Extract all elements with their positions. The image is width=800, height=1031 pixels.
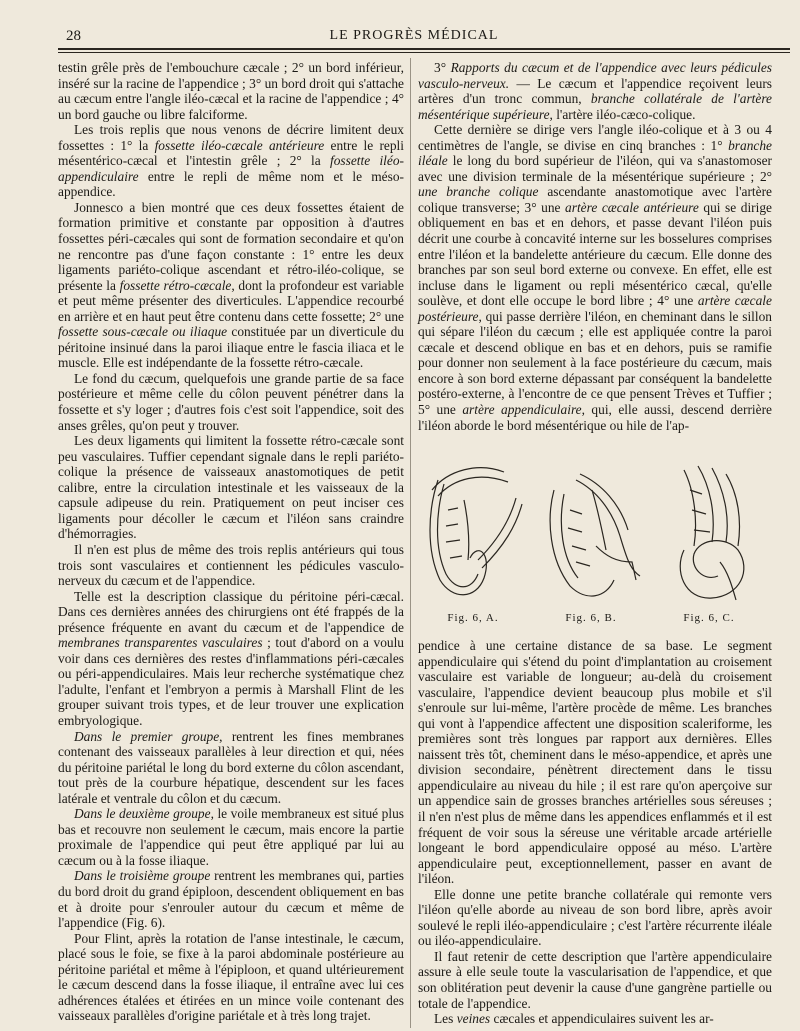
paragraph xyxy=(418,638,772,887)
figure-6a-illustration xyxy=(418,450,528,610)
paragraph xyxy=(418,949,772,1011)
right-column-top xyxy=(418,60,772,433)
paragraph xyxy=(418,1011,772,1027)
column-divider xyxy=(410,58,411,1028)
italic-text: Rapports du cæcum et de l'appendice avec leurs pédicules vasculo-nerveux. xyxy=(418,60,773,91)
text-run: , qui, elle aussi, descend derrière l'iléon aborde le bord mésentérique ou hile de l'ap- xyxy=(418,402,772,433)
header-rule xyxy=(58,48,790,50)
text-run: Il faut retenir de cette description que l'artère appendiculaire assure à elle seule toute la vascularisation de l'appendice, et que son oblitération peut devenir la cause d'une gangrène partielle ou totale de l'appendice. xyxy=(418,948,772,1011)
figure-6b-illustration xyxy=(536,450,646,610)
text-run: , l'artère iléo-cæco-colique. xyxy=(549,106,696,122)
text-run: entre le repli mésentérico-cæcal et l'intestin grêle ; 2° la xyxy=(58,137,404,169)
paragraph xyxy=(418,887,772,949)
italic-text: fossette iléo-cæcale antérieure xyxy=(154,137,325,153)
italic-text: Dans le troisième groupe xyxy=(74,868,211,884)
paragraph xyxy=(58,200,404,371)
paragraph xyxy=(58,433,404,542)
italic-text: fossette iléo-appendiculaire xyxy=(58,153,404,184)
text-run: Les trois replis que nous venons de décrire limitent deux fossettes : 1° la xyxy=(58,122,404,153)
text-run: Il n'en est plus de même des trois replis antérieurs qui tous trois sont vasculaires et contiennent les pédicules vasculo-nerveux du cæcum et de l'appendice. xyxy=(58,541,404,589)
text-run: rentrent les membranes qui, parties du bord droit du grand épiploon, descendent obliquement en bas et à droite pour s'enrouler autour du cæcum et même de l'appendice (Fig. 6). xyxy=(58,868,404,931)
text-run: testin grêle près de l'embouchure cæcale ; 2° un bord inférieur, inséré sur la racine de l'appendice ; 3° un bord droit qui s'attache au cæcum entre l'angle iléo-cæcal et la racine de l'appendice ; 4° un bord gauche ou libre falciforme. xyxy=(58,60,404,122)
text-run: , dont la profondeur est variable et peut même présenter des diverticules. L'appendice recourbé en arrière et en haut peut être contenu dans cette fossette; 2° une xyxy=(58,277,404,324)
paragraph xyxy=(58,371,404,433)
left-column xyxy=(58,60,404,1024)
paragraph xyxy=(58,729,404,807)
paragraph xyxy=(418,60,772,122)
text-run: ; tout d'abord on a voulu voir dans ces dernières des restes d'inflammations péri-cæcales ou péri-appendiculaires. Mais leur recherche systématique chez l'adulte, l'enfant et l'embryon a permis à Marshall Flint de les grouper suivant trois types, et de leur trouver une explication embryologique. xyxy=(58,635,404,728)
text-run: 3° xyxy=(434,60,451,75)
text-run: le long du bord supérieur de l'iléon, qui va s'anastomoser avec une division terminale de la mésentérique supérieure ; 2° xyxy=(418,153,772,184)
italic-text: une branche colique xyxy=(418,184,539,200)
text-run: , qui passe derrière l'iléon, en cheminant dans le sillon qui sépare l'iléon du cæcum ; elle est appliquée contre la paroi cæcale et descend oblique en bas et en dehors, puis se ramifie pour donner non seulement à la face postérieure du cæcum, mais encore à son bord externe dépassant par conséquent la bandelette postéro-externe, à l'encontre de ce que pensent Trèves et Tuffier ; 5° une xyxy=(418,308,772,418)
paragraph xyxy=(58,542,404,589)
figure-6c-illustration xyxy=(654,450,764,610)
paragraph xyxy=(58,60,404,122)
page-header xyxy=(58,28,770,48)
italic-text: branche iléale xyxy=(418,137,772,169)
text-run: Les xyxy=(434,1011,457,1027)
italic-text: branche collatérale de l'artère mésentérique supérieure xyxy=(418,91,772,122)
italic-text: artère cæcale antérieure xyxy=(565,199,699,215)
italic-text: fossette rétro-cæcale xyxy=(119,277,232,293)
paragraph xyxy=(58,868,404,930)
figure-6 xyxy=(418,450,772,630)
figure-caption-c: Fig. 6, C. xyxy=(683,612,735,624)
text-run: Cette dernière se dirige vers l'angle iléo-colique et à 3 ou 4 centimètres de l'angle, se divise en cinq branches : 1° xyxy=(418,122,772,153)
italic-text: artère appendiculaire xyxy=(462,402,582,418)
text-run: — Le cæcum et l'appendice reçoivent leurs artères d'un tronc commun, xyxy=(418,75,772,107)
text-run: Les deux ligaments qui limitent la fossette rétro-cæcale sont peu vasculaires. Tuffier cependant signale dans le repli pariéto-colique la présence de vaisseaux anastomotiques de petit calibre, entre la circulation intestinale et les vaisseaux de la capsule adipeuse du rein. Pratiquement on peut inciser ces ligaments pour décoller le cæcum et l'iléon sans craindre d'hémorragies. xyxy=(58,433,404,542)
text-run: entre le repli de même nom et le méso-appendice. xyxy=(58,168,404,200)
paragraph xyxy=(58,931,404,1024)
text-run: Jonnesco a bien montré que ces deux fossettes étaient de formation primitive et constante par opposition à d'autres fossettes péri-cæcales qui sont de formation secondaire et qu'on ne rencontre pas d'une façon constante : 1° entre les deux ligaments pariéto-colique ascendant et rétro-iléo-colique, se présente la xyxy=(58,199,404,293)
journal-title: LE PROGRÈS MÉDICAL xyxy=(329,28,499,43)
text-run: ascendante anastomotique avec l'artère colique transverse; 3° une xyxy=(418,184,772,215)
text-run: cæcales et appendiculaires suivent les ar- xyxy=(490,1011,714,1027)
italic-text: artère cæcale postérieure xyxy=(418,293,772,324)
text-run: constituée par un diverticule du péritoine insinué dans la paroi iliaque entre le fascia iliaca et le muscle. Elle est indépendante de la fossette rétro-cæcale. xyxy=(58,324,404,371)
paragraph xyxy=(58,806,404,868)
text-run: pendice à une certaine distance de sa base. Le segment appendiculaire qui s'étend du point d'implantation au croisement vasculaire est variable de longueur; au-delà du croisement vasculaire, l'appendice devient beaucoup plus mobile et s'il s'enroule sur lui-même, l'artère procède de même. Les branches qui vont à l'appendice affectent une disposition scaleriforme, les premières sont très longues par rapport aux dernières. Elles naissent très tôt, cheminent dans le méso-appendice, et après une division secondaire, pénètrent directement dans le tissu appendiculaire au niveau du hile ; il est rare qu'on aperçoive sur un appendice sain de grosses branches artérielles sous séreuses ; il n'en n'est plus de même dans les appendices enflammés et il est fréquent de voir sous la séreuse une véritable arcade artérielle longeant le bord appendiculaire opposé au méso. L'artère appendiculaire peut, exceptionnellement, passer en avant de l'iléon. xyxy=(418,638,772,887)
figure-caption-a: Fig. 6, A. xyxy=(447,612,499,624)
text-run: Le fond du cæcum, quelquefois une grande partie de sa face postérieure et même celle du côlon peuvent pénétrer dans la fossette et s'y loger ; d'autres fois c'est soit l'appendice, soit des anses grêles, qu'on peut y trouver. xyxy=(58,370,404,433)
text-run: Telle est la description classique du péritoine péri-cæcal. Dans ces dernières années des chirurgiens ont été frappés de la présence fréquente en avant du cæcum et de l'appendice de xyxy=(58,588,404,635)
italic-text: membranes transparentes vasculaires xyxy=(58,635,263,651)
figure-caption-b: Fig. 6, B. xyxy=(565,612,617,624)
italic-text: fossette sous-cæcale ou iliaque xyxy=(58,324,228,340)
text-run: qui se dirige obliquement en bas et en dehors, et passe devant l'iléon puis décrit une courbe à concavité interne sur les bosselures comprises entre l'iléon et la bandelette antérieure du cæcum. Elle donne des branches par son seul bord externe ou convexe. En effet, elle est incluse dans le ligament ou repli mésentérico cæcal, qu'elle soulève, et dont elle occupe le bord libre ; 4° une xyxy=(418,199,772,309)
right-column-bottom xyxy=(418,638,772,1027)
italic-text: Dans le deuxième groupe xyxy=(74,806,211,822)
text-run: , le voile membraneux est situé plus bas et recouvre non seulement le cæcum, mais encore la partie proximale de l'appendice qui peut être appliqué par lui au cæcum ou à la fosse iliaque. xyxy=(58,806,404,868)
page-number: 28 xyxy=(66,28,81,44)
paragraph xyxy=(58,589,404,729)
italic-text: Dans le premier groupe xyxy=(74,728,220,744)
text-run: , rentrent les fines membranes contenant des vaisseaux parallèles à leur direction et qui, nées du péritoine pariétal le long du bord externe du côlon ascendant, tout près de la courbure hépatique, descendent sur les faces latérale et ventrale du côlon et du cæcum. xyxy=(58,728,404,806)
paragraph xyxy=(58,122,404,200)
text-run: Elle donne une petite branche collatérale qui remonte vers l'iléon qu'elle aborde au niveau de son bord libre, après avoir soulevé le repli iléo-appendiculaire ; c'est l'artère récurrente iléale ou iléo-appendiculaire. xyxy=(418,886,772,949)
italic-text: veines xyxy=(456,1011,491,1027)
header-rule-thin xyxy=(58,52,790,53)
paragraph xyxy=(418,122,772,433)
text-run: Pour Flint, après la rotation de l'anse intestinale, le cæcum, placé sous le foie, se fixe à la paroi abdominale postérieure au péritoine pariétal et même à l'épiploon, et quand ultérieurement le cæcum descend dans la fosse iliaque, il entraîne avec lui ces adhérences étalées et étirées en un mince voile contenant des vaisseaux parallèles d'origine pariétale et à très long trajet. xyxy=(58,930,404,1024)
